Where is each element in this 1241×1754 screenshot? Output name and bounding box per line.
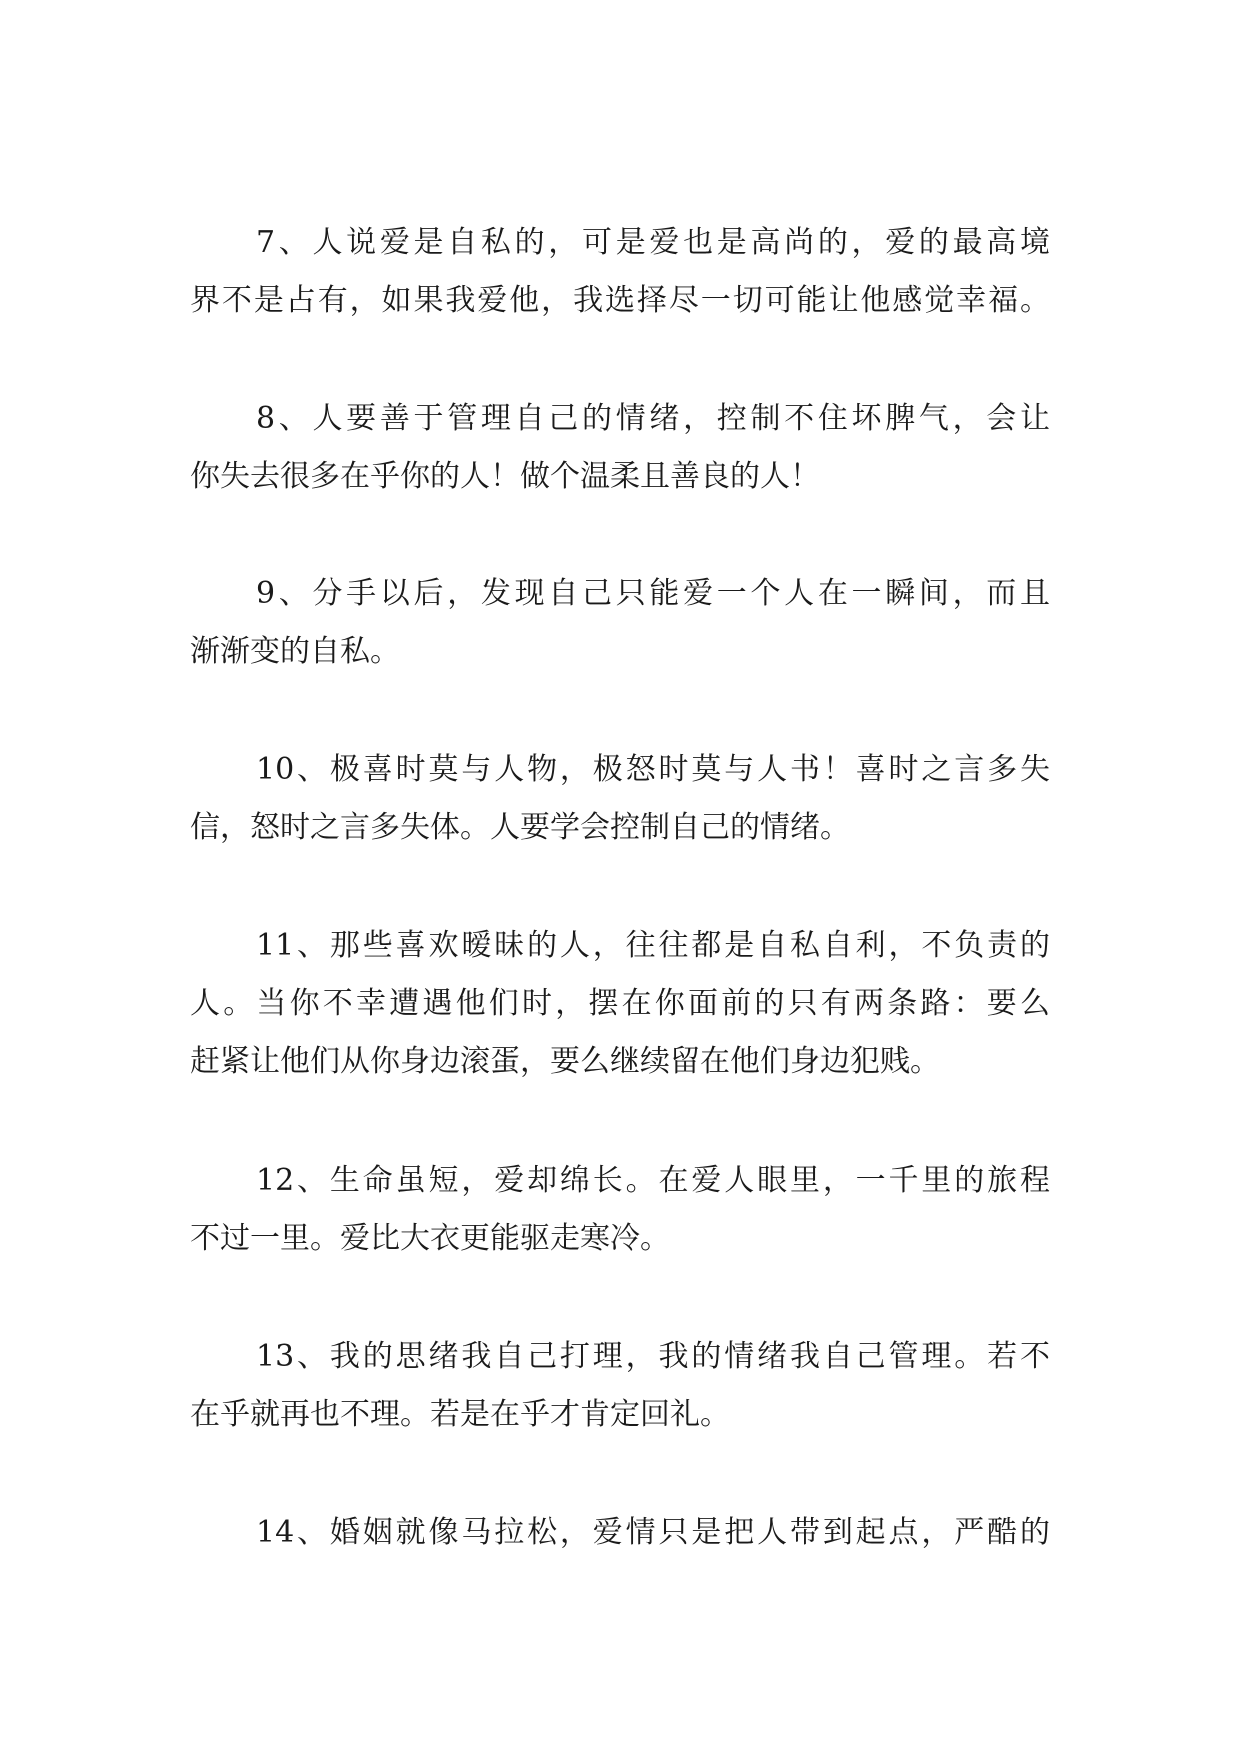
paragraph-line: 赶紧让他们从你身边滚蛋，要么继续留在他们身边犯贱。 <box>190 1044 940 1079</box>
paragraph-13 <box>190 1328 1050 1444</box>
paragraph-line: 界不是占有，如果我爱他，我选择尽一切可能让他感觉幸福。 <box>190 283 1050 318</box>
paragraph-line: 12、生命虽短，爱却绵长。在爱人眼里，一千里的旅程 <box>256 1163 1050 1198</box>
paragraph-8 <box>190 390 1050 506</box>
paragraph-7 <box>190 214 1050 330</box>
paragraph-line: 13、我的思绪我自己打理，我的情绪我自己管理。若不 <box>256 1339 1050 1374</box>
paragraph-line: 11、那些喜欢暧昧的人，往往都是自私自利，不负责的 <box>256 928 1050 963</box>
paragraph-line: 人。当你不幸遭遇他们时，摆在你面前的只有两条路：要么 <box>190 986 1050 1021</box>
paragraph-12 <box>190 1152 1050 1268</box>
paragraph-10 <box>190 741 1050 857</box>
paragraph-line: 信，怒时之言多失体。人要学会控制自己的情绪。 <box>190 810 850 845</box>
paragraph-11 <box>190 917 1050 1091</box>
paragraph-14 <box>190 1504 1050 1562</box>
paragraph-line: 7、人说爱是自私的，可是爱也是高尚的，爱的最高境 <box>256 225 1050 260</box>
paragraph-line: 渐渐变的自私。 <box>190 634 400 669</box>
paragraph-line: 不过一里。爱比大衣更能驱走寒冷。 <box>190 1221 670 1256</box>
paragraph-line: 在乎就再也不理。若是在乎才肯定回礼。 <box>190 1397 730 1432</box>
paragraph-line: 9、分手以后，发现自己只能爱一个人在一瞬间，而且 <box>256 576 1050 611</box>
paragraph-line: 8、人要善于管理自己的情绪，控制不住坏脾气，会让 <box>256 401 1050 436</box>
paragraph-line: 14、婚姻就像马拉松，爱情只是把人带到起点，严酷的 <box>256 1515 1050 1550</box>
paragraph-line: 你失去很多在乎你的人！做个温柔且善良的人！ <box>190 459 820 494</box>
paragraph-line: 10、极喜时莫与人物，极怒时莫与人书！喜时之言多失 <box>256 752 1050 787</box>
paragraph-9 <box>190 565 1050 681</box>
